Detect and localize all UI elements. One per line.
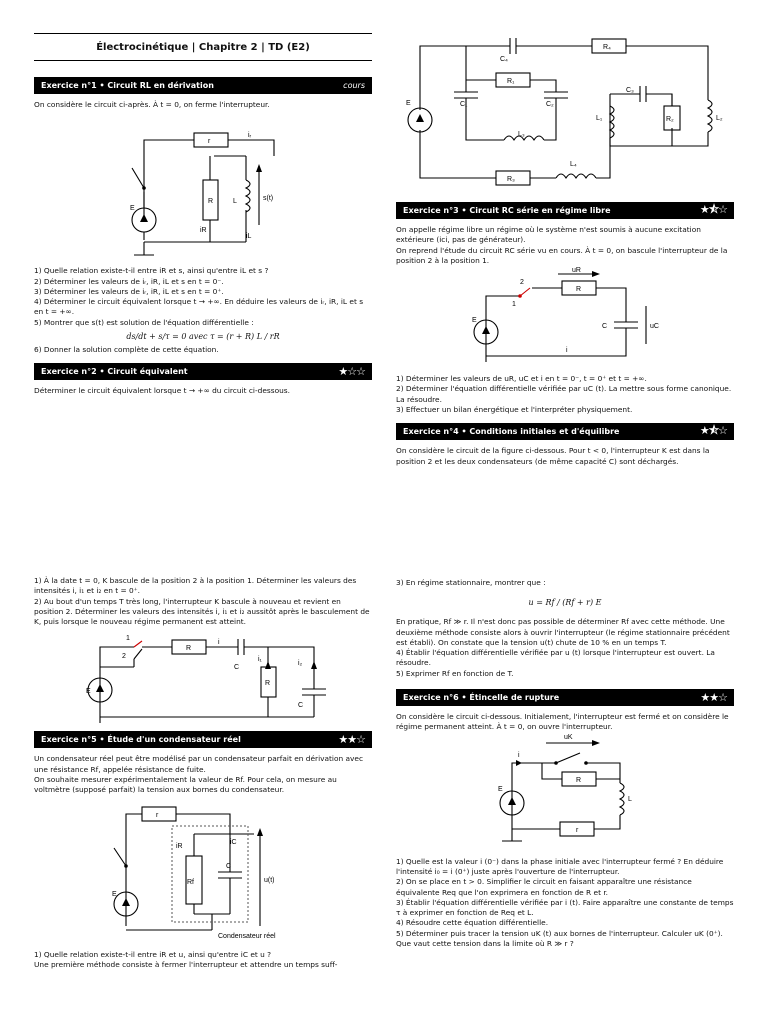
ex5-q2: Une première méthode consiste à fermer l'interrupteur et attendre un temps suff- bbox=[34, 959, 338, 969]
ex1-q2: 2) Déterminer les valeurs de iᵣ, iR, iL et s en t = 0⁻. bbox=[34, 276, 224, 286]
right-column bbox=[396, 30, 734, 467]
ex5-label-Rf: Rf bbox=[187, 878, 194, 886]
ex3-label-p2: 2 bbox=[520, 279, 524, 287]
ex3-label-uR: uR bbox=[572, 267, 581, 275]
ex1-label-iR: iR bbox=[200, 227, 207, 235]
ex4-label-C: C bbox=[234, 664, 240, 672]
ex4-stars: ★⯪☆ bbox=[699, 424, 727, 438]
ex2-label-C3: C₃ bbox=[626, 87, 634, 94]
ex1-q5: 5) Montrer que s(t) est solution de l'équation différentielle : bbox=[34, 317, 254, 327]
ex6-q2: 2) On se place en t > 0. Simplifier le circuit en faisant apparaître une résistance équivalente Req que l'on exprimera en fonction de R et r. bbox=[396, 877, 692, 897]
ex3-label-C: C bbox=[602, 323, 608, 331]
ex2-label-R3: R₃ bbox=[507, 176, 515, 183]
ex1-header bbox=[34, 77, 372, 94]
ex6-circuit bbox=[396, 733, 734, 851]
ex5-q3: 3) En régime stationnaire, montrer que : bbox=[396, 578, 546, 587]
ex6-q5: 5) Déterminer puis tracer la tension uK (t) aux bornes de l'interrupteur. Calculer uK (0⁺). Que vaut cette tension dans la limite où R ≫ r ? bbox=[396, 928, 723, 949]
ex3-header bbox=[396, 202, 734, 219]
ex4-label-i1: i₁ bbox=[258, 656, 262, 664]
right-lower bbox=[396, 578, 734, 949]
ex6-label-R: R bbox=[576, 776, 582, 784]
ex3-label-p1: 1 bbox=[512, 301, 516, 309]
ex4-circuit bbox=[34, 627, 372, 727]
page-title: Électrocinétique | Chapitre 2 | TD (E2) bbox=[96, 41, 310, 53]
ex4-label-C2: C bbox=[298, 702, 304, 710]
ex1-label-ir: iᵣ bbox=[248, 132, 252, 140]
ex2-label-R2: R₂ bbox=[666, 116, 674, 123]
ex2-label-C4: C₄ bbox=[500, 56, 508, 63]
ex1-q1: 1) Quelle relation existe-t-il entre iR et s, ainsi qu'entre iL et s ? bbox=[34, 266, 269, 276]
ex1-circuit bbox=[34, 110, 372, 260]
ex5-header bbox=[34, 731, 372, 748]
ex5-p2: On souhaite mesurer expérimentalement la valeur de Rf. Pour cela, on mesure au voltmètre (supposé parfait) la tension aux bornes du condensateur. bbox=[34, 775, 337, 795]
ex2-circuit bbox=[396, 30, 734, 190]
ex6-q3: 3) Établir l'équation différentielle vérifiée par i (t). Faire apparaître une constante de temps τ à exprimer en fonction de Req et L. bbox=[396, 897, 734, 918]
ex3-label-i: i bbox=[566, 347, 568, 355]
ex4-title: Exercice n°4 • Conditions initiales et d'équilibre bbox=[403, 427, 620, 437]
ex5-stars: ★★☆ bbox=[338, 733, 365, 747]
ex6-stars: ★★☆ bbox=[700, 691, 727, 705]
ex4-label-i: i bbox=[218, 639, 220, 647]
ex6-q4: 4) Résoudre cette équation différentielle. bbox=[396, 918, 549, 928]
ex4-header bbox=[396, 423, 734, 440]
ex6-header bbox=[396, 689, 734, 706]
ex5-q5: 5) Exprimer Rf en fonction de T. bbox=[396, 668, 514, 678]
ex3-title: Exercice n°3 • Circuit RC série en régime libre bbox=[403, 206, 611, 215]
ex3-circuit bbox=[396, 266, 734, 370]
ex1-label-L: L bbox=[233, 198, 237, 206]
ex2-label-C1: C₁ bbox=[460, 101, 468, 108]
ex3-label-uC: uC bbox=[650, 323, 659, 331]
ex3-q3: 3) Effectuer un bilan énergétique et l'interpréter physiquement. bbox=[396, 405, 633, 415]
ex4-q1: 1) À la date t = 0, K bascule de la position 2 à la position 1. Déterminer les valeurs des intensités i, i₁ et i₂ en t = 0⁺. bbox=[34, 576, 357, 596]
ex2-label-L1: L₁ bbox=[596, 115, 603, 122]
ex4-label-i2: i₂ bbox=[298, 660, 303, 668]
ex2-label-E: E bbox=[406, 100, 411, 107]
ex5-q4: 4) Établir l'équation différentielle vérifiée par u (t) lorsque l'interrupteur est ouvert. La résoudre. bbox=[396, 648, 715, 668]
ex1-intro: On considère le circuit ci-après. À t = 0, on ferme l'interrupteur. bbox=[34, 100, 270, 109]
ex5-label-box: Condensateur réel bbox=[218, 932, 276, 940]
ex2-label-R4: R₄ bbox=[603, 44, 611, 51]
ex3-p2: On reprend l'étude du circuit RC série vu en cours. À t = 0, on bascule l'interrupteur de la position 2 à la position 1. bbox=[396, 245, 728, 265]
ex4-q2: 2) Au bout d'un temps T très long, l'interrupteur K bascule à nouveau et revient en position 2. Déterminer les valeurs des intensités i, i₁ et i₂ aussitôt après le basculement de K, puis lorsque le nouveau régime permanent est atteint. bbox=[34, 596, 370, 627]
ex3-label-E: E bbox=[472, 317, 477, 325]
ex1-label-s: s(t) bbox=[263, 195, 274, 203]
ex2-title: Exercice n°2 • Circuit équivalent bbox=[41, 367, 188, 377]
ex5-label-r: r bbox=[156, 811, 159, 819]
ex6-label-L: L bbox=[628, 795, 632, 803]
left-column bbox=[34, 33, 372, 397]
ex5-circuit bbox=[34, 796, 372, 946]
ex1-title: Exercice n°1 • Circuit RL en dérivation bbox=[41, 81, 214, 90]
ex5-label-E: E bbox=[112, 890, 117, 898]
ex1-label-E: E bbox=[130, 205, 135, 213]
ex4-label-R: R bbox=[186, 645, 192, 653]
ex1-label-R: R bbox=[208, 198, 214, 206]
ex1-q4: 4) Déterminer le circuit équivalent lorsque t → +∞. En déduire les valeurs de iᵣ, iR, iL et s en t = +∞. bbox=[34, 297, 364, 317]
ex4-label-p2: 2 bbox=[122, 653, 126, 661]
ex2-label-L2: L₂ bbox=[716, 115, 723, 122]
ex2-label-L4: L₄ bbox=[570, 161, 577, 168]
ex5-label-C: C bbox=[226, 862, 232, 870]
ex1-label-iL: iL bbox=[246, 233, 252, 241]
ex6-q1: 1) Quelle est la valeur i (0⁻) dans la phase initiale avec l'interrupteur fermé ? En déduire l'intensité i₀ = i (0⁺) juste après l'ouverture de l'interrupteur. bbox=[396, 856, 724, 876]
ex4-label-p1: 1 bbox=[126, 635, 130, 643]
ex5-p1: Un condensateur réel peut être modélisé par un condensateur parfait en dérivation avec une résistance Rf, appelée résistance de fuite. bbox=[34, 754, 364, 774]
page-header bbox=[34, 33, 372, 61]
ex6-label-E: E bbox=[498, 785, 503, 793]
ex1-q6: 6) Donner la solution complète de cette équation. bbox=[34, 345, 219, 355]
ex3-q1: 1) Déterminer les valeurs de uR, uC et i en t = 0⁻, t = 0⁺ et t = +∞. bbox=[396, 374, 647, 384]
ex2-text: Déterminer le circuit équivalent lorsque t → +∞ du circuit ci-dessous. bbox=[34, 386, 290, 396]
ex1-label-r: r bbox=[208, 138, 211, 146]
ex4-text: On considère le circuit de la figure ci-dessous. Pour t < 0, l'interrupteur K est dans la position 2 et les deux condensateurs (de même capacité C) sont déchargés. bbox=[396, 446, 710, 466]
ex1-q3: 3) Déterminer les valeurs de iᵣ, iR, iL et s en t = 0⁺. bbox=[34, 286, 224, 296]
ex3-q2: 2) Déterminer l'équation différentielle vérifiée par uC (t). La mettre sous forme canonique. La résoudre. bbox=[396, 384, 732, 404]
ex4-label-R2: R bbox=[265, 680, 271, 688]
ex1-equation: ds/dt + s/τ = 0 avec τ = (r + R) L / rR bbox=[126, 332, 280, 342]
ex5-equation: u = Rf / (Rf + r) E bbox=[528, 598, 602, 608]
ex2-label-L3: L₃ bbox=[518, 131, 525, 138]
ex2-stars: ★☆☆ bbox=[338, 365, 365, 379]
ex5-q1: 1) Quelle relation existe-t-il entre iR et u, ainsi qu'entre iC et u ? bbox=[34, 949, 272, 959]
ex6-label-i: i bbox=[518, 751, 520, 759]
ex6-title: Exercice n°6 • Étincelle de rupture bbox=[403, 693, 560, 703]
ex2-label-R1: R₁ bbox=[507, 78, 515, 85]
ex6-label-r: r bbox=[576, 826, 579, 834]
ex6-text: On considère le circuit ci-dessous. Initialement, l'interrupteur est fermé et on considère le régime permanent atteint. À t = 0, on ouvre l'interrupteur. bbox=[396, 712, 729, 732]
left-lower bbox=[34, 576, 372, 970]
ex3-label-R: R bbox=[576, 286, 582, 294]
ex1-tag: cours bbox=[343, 81, 365, 90]
ex5-label-iC: iC bbox=[230, 838, 237, 846]
ex4-label-E: E bbox=[86, 688, 91, 696]
ex6-label-uK: uK bbox=[564, 733, 573, 741]
ex5-label-u: u(t) bbox=[264, 876, 275, 884]
ex3-p1: On appelle régime libre un régime où le système n'est soumis à aucune excitation extérieure (ici, pas de générateur). bbox=[396, 225, 701, 245]
ex2-label-C2: C₂ bbox=[546, 101, 554, 108]
ex5-practice: En pratique, Rf ≫ r. Il n'est donc pas possible de déterminer Rf avec cette méthode. Une deuxième méthode consiste alors à ouvrir l'interrupteur (le régime stationnaire précédent est établi). On constate que la tension u(t) chute de 10 % en un temps T. bbox=[396, 617, 730, 647]
ex3-stars: ★⯪☆ bbox=[699, 203, 727, 216]
ex5-title: Exercice n°5 • Étude d'un condensateur réel bbox=[41, 735, 241, 745]
ex5-label-iR: iR bbox=[176, 842, 183, 850]
ex2-header bbox=[34, 363, 372, 380]
